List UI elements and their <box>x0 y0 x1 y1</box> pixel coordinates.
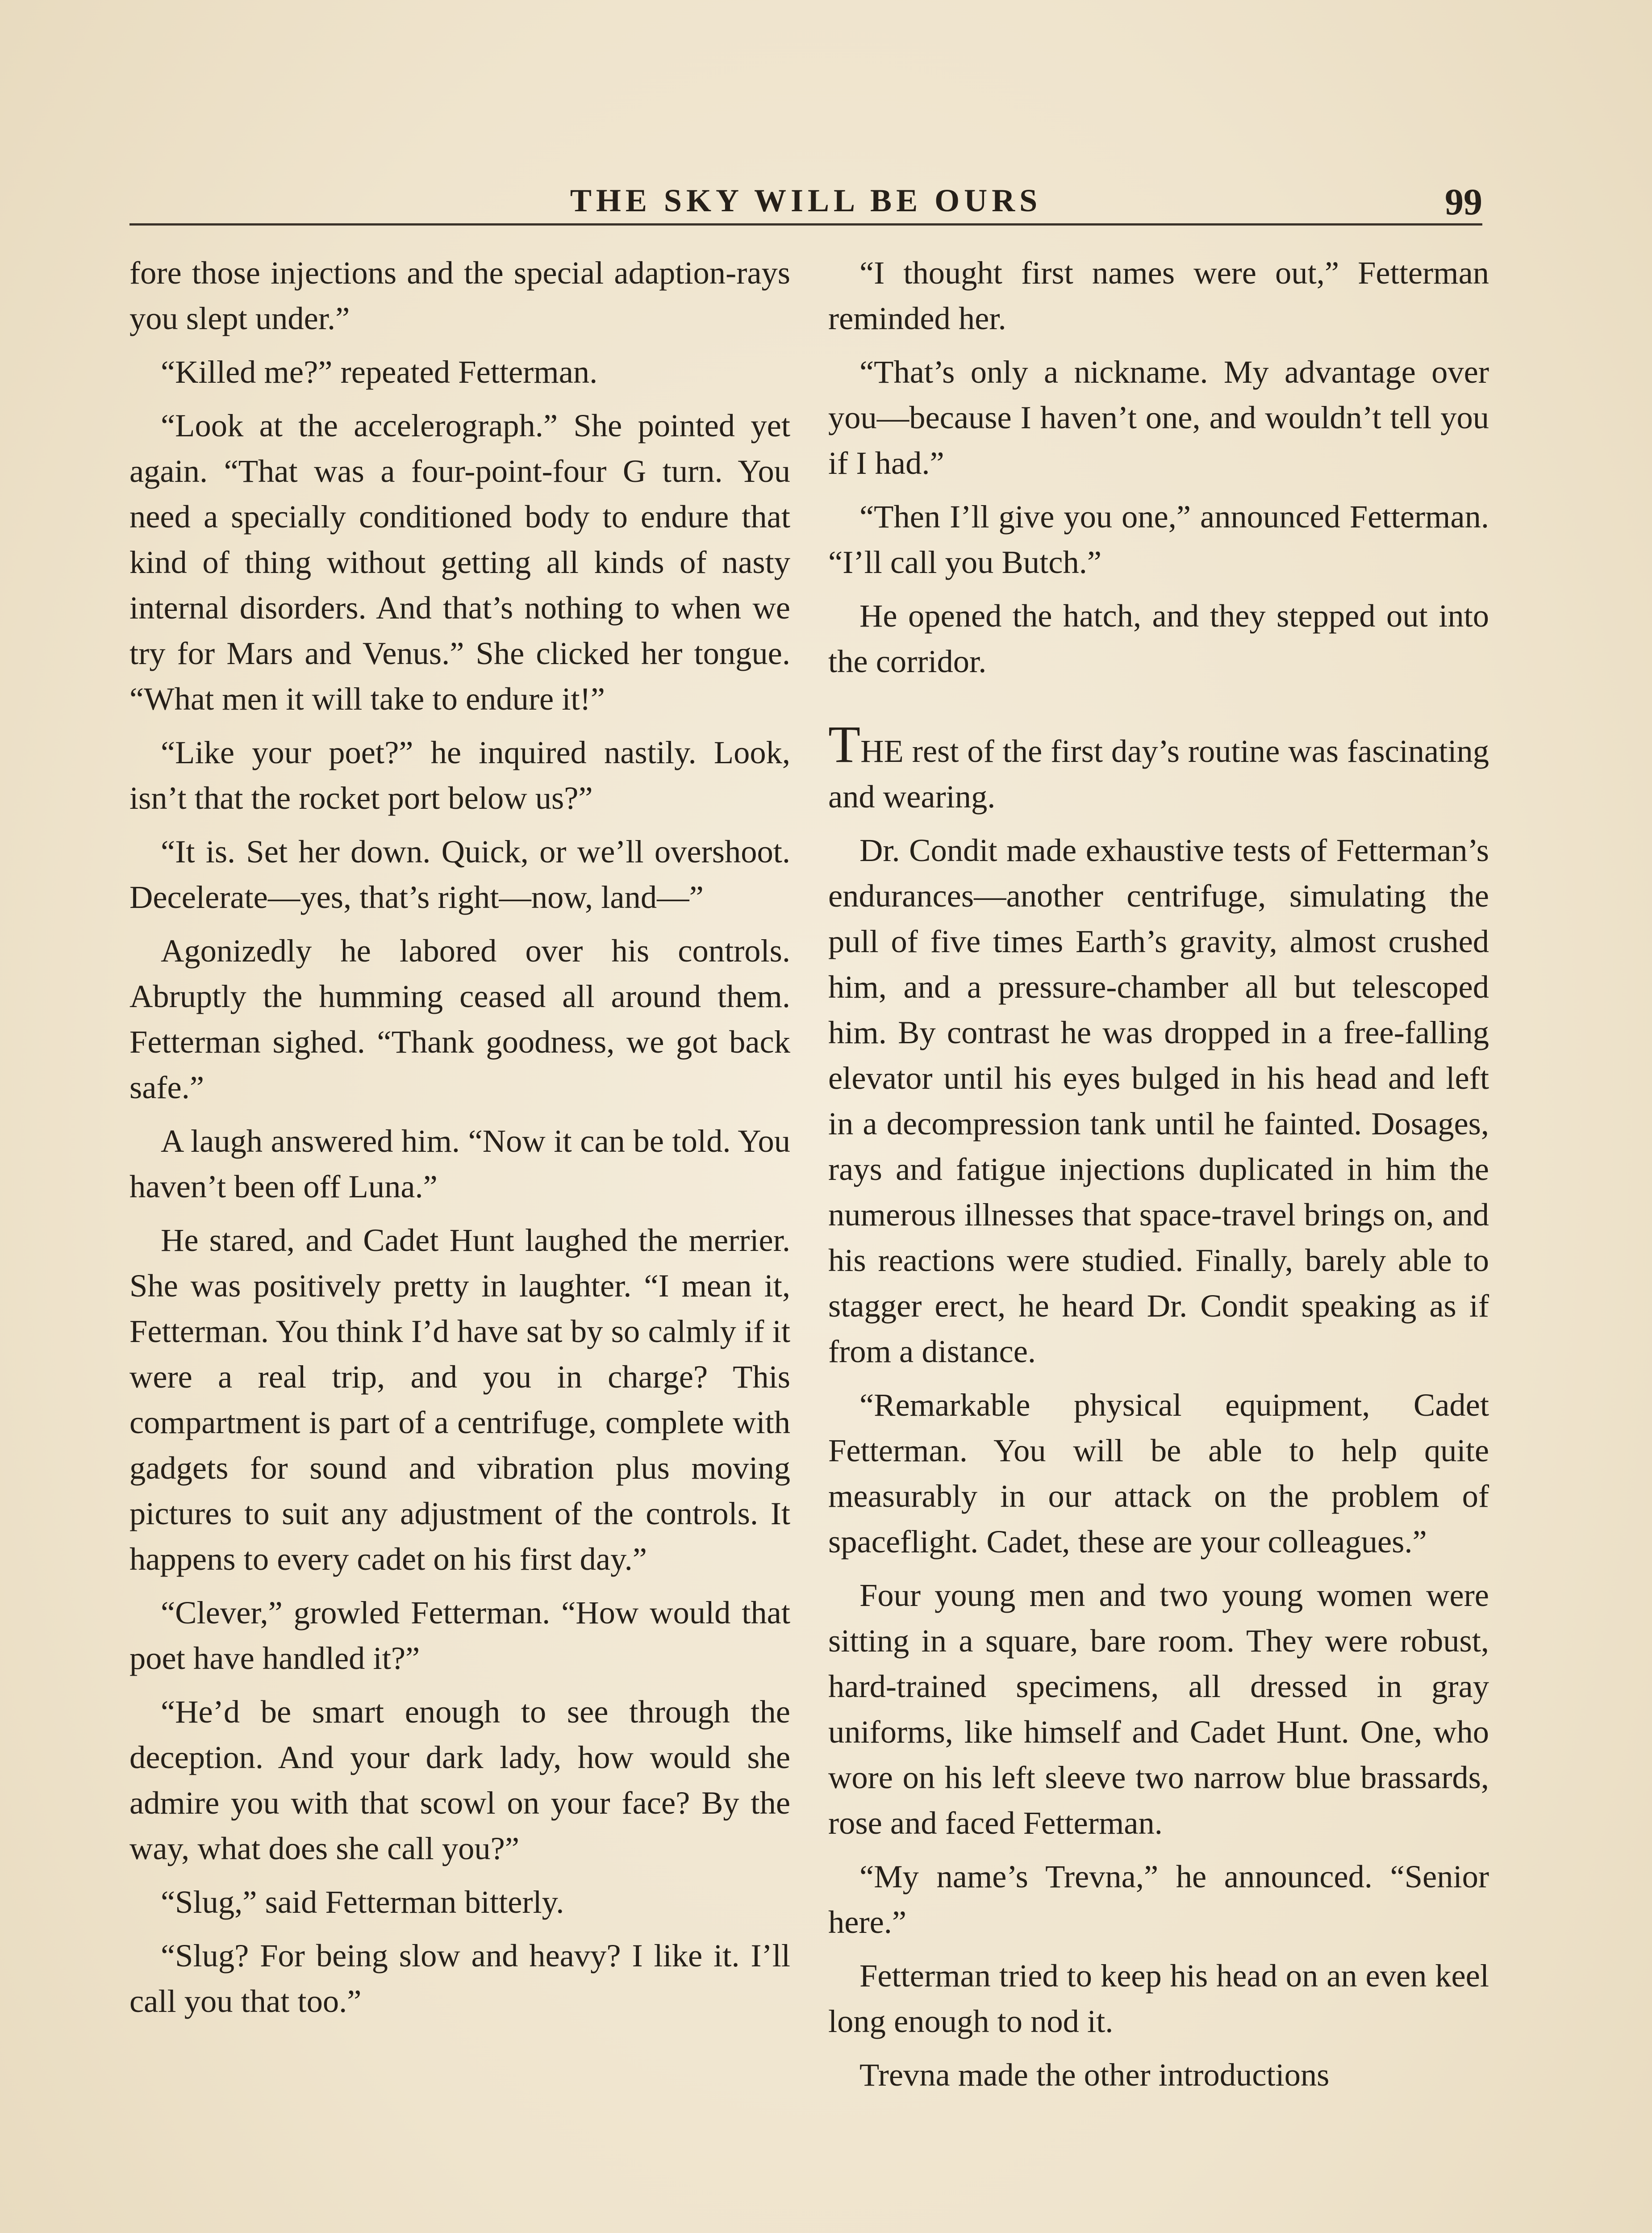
right-column <box>828 250 1489 2106</box>
paragraph: “Slug? For being slow and heavy? I like it. I’ll call you that too.” <box>129 1937 790 2019</box>
paragraph: “Killed me?” repeated Fetterman. <box>161 354 598 390</box>
paragraph: A laugh answered him. “Now it can be told. You haven’t been off Luna.” <box>129 1123 790 1204</box>
running-title: THE SKY WILL BE OURS <box>570 183 1042 218</box>
paragraph: “It is. Set her down. Quick, or we’ll overshoot. Decelerate—yes, that’s right—now, land—” <box>129 833 790 915</box>
paragraph: Fetterman tried to keep his head on an even keel long enough to nod it. <box>828 1957 1489 2039</box>
paragraph: “Like your poet?” he inquired nastily. Look, isn’t that the rocket port below us?” <box>129 734 790 816</box>
page-header <box>129 179 1482 226</box>
paragraph: fore those injections and the special adaption-rays you slept under.” <box>129 255 790 336</box>
paragraph: Dr. Condit made exhaustive tests of Fetterman’s endurances—another centrifuge, simulating the pull of five times Earth’s gravity, almost crushed him, and a pressure-chamber all but telescoped him. By contrast he was dropped in a free-falling elevator until his eyes bulged in his head and left in a decompression tank until he fainted. Dosages, rays and fatigue injections duplicated in him the numerous illnesses that space-travel brings on, and his reactions were studied. Finally, barely able to stagger erect, he heard Dr. Condit speaking as if from a distance. <box>828 832 1489 1369</box>
paragraph: “My name’s Trevna,” he announced. “Senior here.” <box>828 1858 1489 1940</box>
paragraph: “Clever,” growled Fetterman. “How would that poet have handled it?” <box>129 1594 790 1676</box>
section-opening-paragraph <box>828 715 1489 820</box>
paragraph: Agonizedly he labored over his controls. Abruptly the humming ceased all around them. Fetterman sighed. “Thank goodness, we got back safe.” <box>129 933 790 1105</box>
paragraph: “Slug,” said Fetterman bitterly. <box>161 1884 564 1920</box>
left-column <box>129 250 790 2032</box>
section-opening-text: HE rest of the first day’s routine was fascinating and wearing. <box>828 733 1489 815</box>
paragraph: He stared, and Cadet Hunt laughed the merrier. She was positively pretty in laughter. “I mean it, Fetterman. You think I’d have sat by so calmly if it were a real trip, and you in charge? This compartment is part of a centrifuge, complete with gadgets for sound and vibration plus moving pictures to suit any adjustment of the controls. It happens to every cadet on his first day.” <box>129 1222 790 1577</box>
drop-cap: T <box>828 715 861 774</box>
paragraph: He opened the hatch, and they stepped out into the corridor. <box>828 598 1489 679</box>
paragraph: “I thought first names were out,” Fetterman reminded her. <box>828 255 1489 336</box>
paragraph: “Remarkable physical equipment, Cadet Fetterman. You will be able to help quite measurably in our attack on the problem of spaceflight. Cadet, these are your colleagues.” <box>828 1387 1489 1560</box>
paragraph: “Then I’ll give you one,” announced Fetterman. “I’ll call you Butch.” <box>828 498 1489 580</box>
paragraph: “Look at the accelerograph.” She pointed yet again. “That was a four-point-four G turn. You need a specially conditioned body to endure that kind of thing without getting all kinds of nasty internal disorders. And that’s nothing to when we try for Mars and Venus.” She clicked her tongue. “What men it will take to endure it!” <box>129 407 790 717</box>
paragraph: Trevna made the other introductions <box>859 2057 1330 2093</box>
paragraph: Four young men and two young women were sitting in a square, bare room. They were robust, hard-trained specimens, all dressed in gray uniforms, like himself and Cadet Hunt. One, who wore on his left sleeve two narrow blue brassards, rose and faced Fetterman. <box>828 1577 1489 1841</box>
paragraph: “He’d be smart enough to see through the deception. And your dark lady, how would she admire you with that scowl on your face? By the way, what does she call you?” <box>129 1694 790 1866</box>
page-number: 99 <box>1445 181 1482 223</box>
paragraph: “That’s only a nickname. My advantage over you—because I haven’t one, and wouldn’t tell you if I had.” <box>828 354 1489 481</box>
